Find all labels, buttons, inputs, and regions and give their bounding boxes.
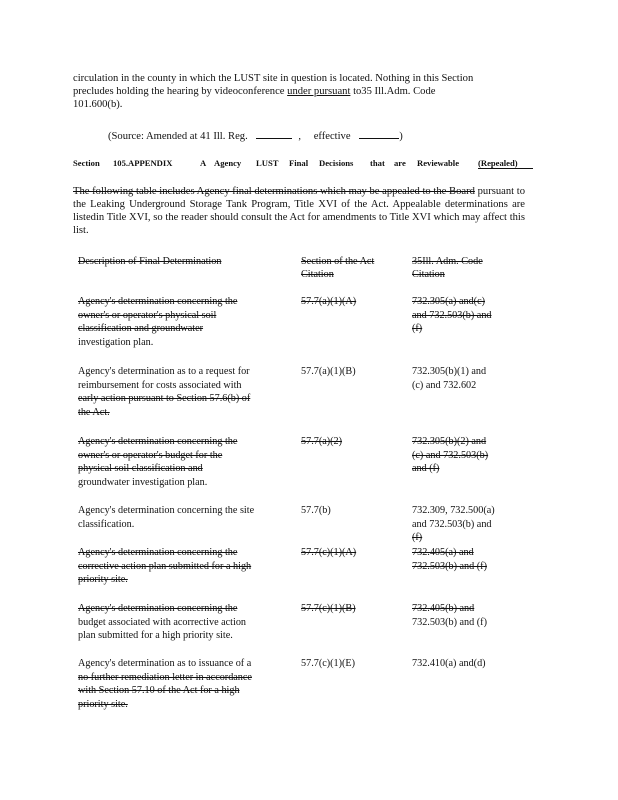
table-row-2-description: Agency's determination as to a request for reimbursement for costs associated with early action pursuant to Section 57.6(b) of the Act. xyxy=(78,366,251,418)
table-row-3-description: Agency's determination concerning the owner's or operator's budget for the physical soil classification and groundwater investigation plan. xyxy=(78,436,238,488)
table-row-5-section: 57.7(c)(1)(A) xyxy=(301,547,357,558)
table-row-5-description: Agency's determination concerning the corrective action plan submitted for a high priority site. xyxy=(78,547,252,586)
table-row-1-section: 57.7(a)(1)(A) xyxy=(301,296,357,307)
table-row-3-section: 57.7(a)(2) xyxy=(301,436,343,447)
table-row-2-section: 57.7(a)(1)(B) xyxy=(301,366,356,377)
intro-line-3: 101.600(b). xyxy=(73,99,123,110)
table-row-2-code: 732.305(b)(1) and (c) and 732.602 xyxy=(412,366,487,391)
document-page: circulation in the county in which the LUST site in question is located. Nothing in this Section precludes holding the hearing by videoconference under pursuant to35 Ill.Adm. Code 101.600(b). (Source: Amended at 41 Ill. Reg. , effective ) Section 105.APPENDIX A Agency LUST Final Decisions that are Reviewable (Repealed) The following table includes Agency final determinations which may be appealed to the Board pursuant to the Leaking Underground Storage Tank Program, Title XVI of the Act. Appealable determinations are listedin Title XVI, so the reader should consult the Act for amendments to Title XVI which may affect this list. Description of Final Determination Section of the Act Citation 35Ill. Adm. Code Citation Agency's determination concerning the owner's or operator's physical soil classification and groundwater investigation plan. 57.7(a)(1)(A) 732.305(a) and(c) and 732.503(b) and (f) Agency's determination as to a request for reimbursement for costs associated with early action pursuant to Section 57.6(b) of the Act. 57.7(a)(1)(B) 732.305(b)(1) and (c) and 732.602 Agency's determination concerning the owner's or operator's budget for the physical soil classification and groundwater investigation plan. 57.7(a)(2) 732.305(b)(2) and (c) and 732.503(b) and (f) Agency's determination concerning the site classification. 57.7(b) 732.309, 732.500(a) and 732.503(b) and (f) Agency's determination concerning the corrective action plan submitted for a high priority site. 57.7(c)(1)(A) 732.405(a) and 732.503(b) and (f) Agency's determination concerning the budget associated with acorrective action plan submitted for a high priority site. 57.7(c)(1)(B) 732.405(b) and 732.503(b) and (f) Agency's determination as to issuance of a no further remediation letter in accordance with Section 57.10 of the Act for a high priority site. 57.7(c)(1)(E) 732.410(a) and(d) xyxy=(0,0,618,800)
table-row-3-code: 732.305(b)(2) and (c) and 732.503(b) and (f) xyxy=(412,436,489,475)
source-note: (Source: Amended at 41 Ill. Reg. , effective ) xyxy=(108,131,403,142)
table-row-7-description: Agency's determination as to issuance of a no further remediation letter in accordance with Section 57.10 of the Act for a high priority site. xyxy=(78,658,252,710)
underlined-insertion: under pursuant xyxy=(287,86,351,97)
table-row-1-code: 732.305(a) and(c) and 732.503(b) and (f) xyxy=(412,296,492,335)
intro-line-1: circulation in the county in which the LUST site in question is located. Nothing in this Section xyxy=(73,73,474,84)
intro-line-2: precludes holding the hearing by videoconference under pursuant to35 Ill.Adm. Code xyxy=(73,86,436,97)
table-row-6-code: 732.405(b) and 732.503(b) and (f) xyxy=(412,603,487,628)
struck-sentence: The following table includes Agency final determinations which may be appealed to the Board xyxy=(73,186,475,197)
table-row-7-section: 57.7(c)(1)(E) xyxy=(301,658,356,669)
header-code: 35Ill. Adm. Code Citation xyxy=(412,256,483,280)
table-row-1-description: Agency's determination concerning the owner's or operator's physical soil classification and groundwater investigation plan. xyxy=(78,296,238,348)
table-row-6-section: 57.7(c)(1)(B) xyxy=(301,603,356,614)
body-paragraph xyxy=(73,185,525,237)
header-description: Description of Final Determination xyxy=(78,256,222,267)
body-text: pursuant to the Leaking Underground Storage Tank Program, Title XVI of the Act. Appealable determinations are listedin Title XVI, so the reader should consult the Act for amendments to Title XVI which may affect this list. xyxy=(73,186,526,236)
reg-blank xyxy=(256,129,292,139)
table-row-4-description: Agency's determination concerning the site classification. xyxy=(78,505,255,530)
table-row-5-code: 732.405(a) and 732.503(b) and (f) xyxy=(412,547,487,572)
table-row-4-section: 57.7(b) xyxy=(301,505,331,516)
header-section: Section of the Act Citation xyxy=(301,256,375,280)
intro-paragraph xyxy=(73,72,525,111)
table-row-7-code: 732.410(a) and(d) xyxy=(412,658,486,669)
table-row-6-description: Agency's determination concerning the budget associated with acorrective action plan submitted for a high priority site. xyxy=(78,603,247,642)
date-blank xyxy=(359,129,399,139)
table-row-4-code: 732.309, 732.500(a) and 732.503(b) and (f) xyxy=(412,505,495,544)
